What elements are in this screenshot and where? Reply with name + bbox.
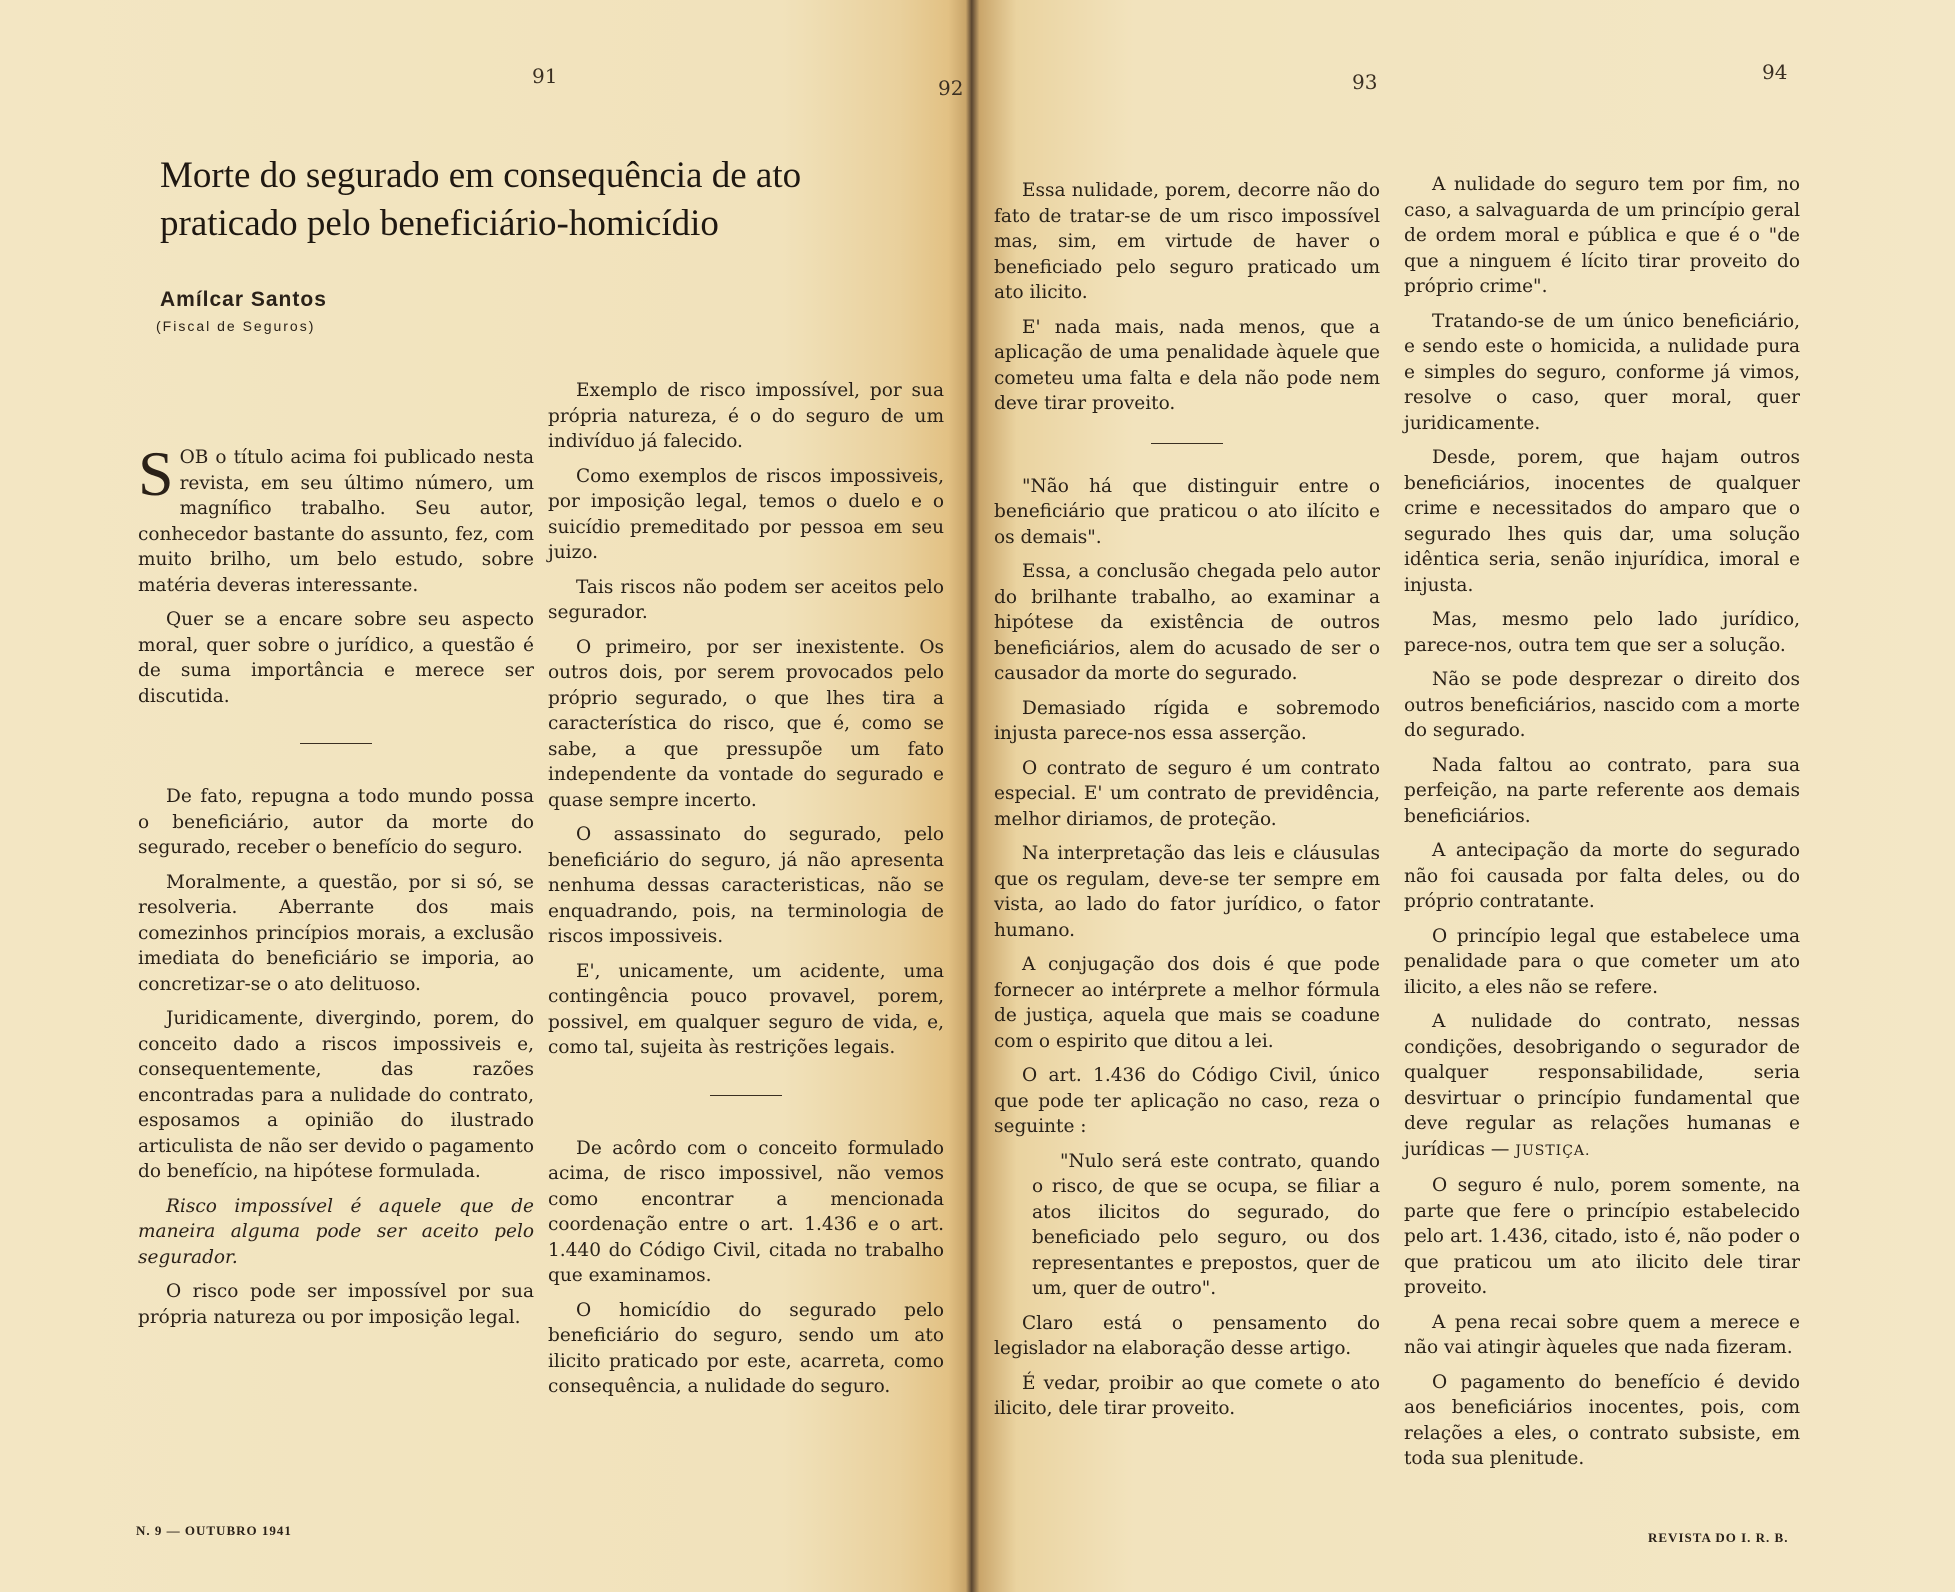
author-name: Amílcar Santos [160,288,327,311]
paragraph: Não se pode desprezar o direito dos outros beneficiários, nascido com a morte do segurado. [1404,669,1800,741]
column-4 [1404,172,1800,1481]
paragraph: De acôrdo com o conceito formulado acima, de risco impossivel, não vemos como encontrar a mencionada coordenação entre o art. 1.436 e o art. 1.440 do Código Civil, citada no trabalho que examinamos. [548,1137,944,1286]
paragraph: De fato, repugna a todo mundo possa o beneficiário, autor da morte do segurado, receber o benefício do seguro. [138,786,534,858]
paragraph: Na interpretação das leis e cláusulas que os regulam, deve-se ter sempre em vista, ao lado do fator jurídico, o fator humano. [994,843,1380,941]
column-2 [548,378,944,1409]
paragraph: E', unicamente, um acidente, uma contingência pouco provavel, porem, possivel, em qualquer seguro de vida, e, como tal, sujeita às restrições legais. [548,960,944,1058]
paragraph: Risco impossível é aquele que de maneira alguma pode ser aceito pelo segurador. [138,1195,534,1268]
paragraph: O princípio legal que estabelece uma penalidade para o que cometer um ato ilicito, a eles não se refere. [1404,925,1800,998]
paragraph: E' nada mais, nada menos, que a aplicação de uma penalidade àquele que cometeu uma falta e dela não pode nem deve tirar proveito. [994,316,1380,414]
paragraph: Mas, mesmo pelo lado jurídico, parece-nos, outra tem que ser a solução. [1404,609,1800,656]
page-number-93: 93 [1352,70,1378,94]
footer-journal: REVISTA DO I. R. B. [1648,1530,1789,1545]
paragraph: O pagamento do benefício é devido aos beneficiários inocentes, pois, com relações a eles, o contrato subsiste, em toda sua plenitude. [1404,1371,1800,1469]
column-3 [994,178,1380,1431]
author-role: (Fiscal de Seguros) [156,318,316,334]
paragraph: O art. 1.436 do Código Civil, único que pode ter aplicação no caso, reza o seguinte : [994,1065,1380,1137]
paragraph: O primeiro, por ser inexistente. Os outros dois, por serem provocados pelo próprio segurado, o que lhes tira a característica do risco, que é, como se sabe, a que pressupõe um fato independente da vontade do segurado e quase sempre incerto. [548,636,944,811]
paragraph: A nulidade do seguro tem por fim, no caso, a salvaguarda de um princípio geral de ordem moral e pública e que é o "de que a ninguem é lícito tirar proveito do próprio crime". [1404,174,1800,297]
paragraph: Juridicamente, divergindo, porem, do conceito dado a riscos impossiveis e, consequentemente, das razões encontradas para a nulidade do contrato, esposamos a opinião do ilustrado articulista de não ser devido o pagamento do benefício, na hipótese formulada. [138,1008,534,1182]
paragraph: A conjugação dos dois é que pode fornecer ao intérprete a melhor fórmula de justiça, aquela que mais se coadune com o espirito que ditou a lei. [994,954,1380,1052]
paragraph: O seguro é nulo, porem somente, na parte que fere o princípio estabelecido pelo art. 1.436, citado, isto é, não poder o que praticou um ato ilicito dele tirar proveito. [1404,1175,1800,1298]
article-title: Morte do segurado em consequência de ato praticado pelo beneficiário-homicídio [160,155,802,244]
paragraph [138,438,534,598]
paragraph-text: A nulidade do contrato, nessas condições, desobrigando o segurador de qualquer responsabilidade, seria desvirtuar o princípio fundamental que deve regular as relações humanas e jurídicas — [1404,1011,1800,1160]
paragraph: O contrato de seguro é um contrato especial. E' um contrato de previdência, melhor diriamos, de proteção. [994,757,1380,830]
paragraph: É vedar, proibir ao que comete o ato ilicito, dele tirar proveito. [994,1372,1380,1419]
page-number-91: 91 [532,64,558,88]
paragraph-text: OB o título acima foi publicado nesta revista, em seu último número, um magnífico trabalho. Seu autor, conhecedor bastante do assunto, fez, com muito brilho, um belo estudo, sobre matéria deveras interessante. [138,447,534,596]
paragraph: A antecipação da morte do segurado não foi causada por falta deles, ou do próprio contratante. [1404,840,1800,912]
paragraph: Demasiado rígida e sobremodo injusta parece-nos essa asserção. [994,697,1380,744]
paragraph [1404,1009,1800,1164]
page-number-94: 94 [1762,60,1788,84]
paragraph: Como exemplos de riscos impossiveis, por imposição legal, temos o duelo e o suicídio premeditado por pessoa em seu juizo. [548,465,944,563]
section-divider [300,743,372,744]
paragraph: Moralmente, a questão, por si só, se resolveria. Aberrante dos mais comezinhos princípios morais, a exclusão imediata do beneficiário se imporia, ao concretizar-se o ato delituoso. [138,871,534,995]
block-quote: "Nulo será este contrato, quando o risco, de que se ocupa, se filiar a atos ilicitos do segurado, do beneficiado pelo seguro, ou dos representantes e prepostos, quer de um, quer de outro". [1032,1150,1380,1299]
paragraph: Nada faltou ao contrato, para sua perfeição, na parte referente aos demais beneficiários. [1404,754,1800,827]
paragraph: Exemplo de risco impossível, por sua própria natureza, é o do seguro de um indivíduo já falecido. [548,380,944,452]
paragraph: Tais riscos não podem ser aceitos pelo segurador. [548,576,944,623]
paragraph: O assassinato do segurado, pelo beneficiário do seguro, já não apresenta nenhuma dessas caracteristicas, não se enquadrando, pois, na terminologia de riscos impossiveis. [548,824,944,947]
paragraph: "Não há que distinguir entre o beneficiário que praticou o ato ilícito e os demais". [994,475,1380,548]
footer-issue: N. 9 — OUTUBRO 1941 [136,1523,292,1538]
column-1 [138,438,534,1339]
section-divider [710,1095,782,1096]
paragraph: Essa, a conclusão chegada pelo autor do brilhante trabalho, ao examinar a hipótese da existência de outros beneficiários, alem do acusado de ser o causador da morte do segurado. [994,561,1380,684]
paragraph: O homicídio do segurado pelo beneficiário do seguro, sendo um ato ilicito praticado por este, acarreta, como consequência, a nulidade do seguro. [548,1299,944,1397]
paragraph: Quer se a encare sobre seu aspecto moral, quer sobre o jurídico, a questão é de suma importância e merece ser discutida. [138,609,534,707]
paragraph: Essa nulidade, porem, decorre não do fato de tratar-se de um risco impossível mas, sim, em virtude de haver o beneficiado pelo seguro praticado um ato ilicito. [994,180,1380,303]
drop-cap: S [138,438,174,509]
paragraph: Claro está o pensamento do legislador na elaboração desse artigo. [994,1312,1380,1359]
paragraph: Tratando-se de um único beneficiário, e sendo este o homicida, a nulidade pura e simples do seguro, conforme já vimos, resolve o caso, quer moral, quer juridicamente. [1404,310,1800,434]
paragraph: A pena recai sobre quem a merece e não vai atingir àqueles que nada fizeram. [1404,1311,1800,1358]
page-number-92: 92 [938,76,964,100]
paragraph: O risco pode ser impossível por sua própria natureza ou por imposição legal. [138,1281,534,1328]
section-divider [1151,443,1223,444]
small-caps-word: JUSTIÇA. [1515,1142,1591,1159]
paragraph: Desde, porem, que hajam outros beneficiários, inocentes de qualquer crime e necessitados do amparo que o segurado lhes quis dar, uma solução idêntica seria, senão injurídica, imoral e injusta. [1404,447,1800,596]
